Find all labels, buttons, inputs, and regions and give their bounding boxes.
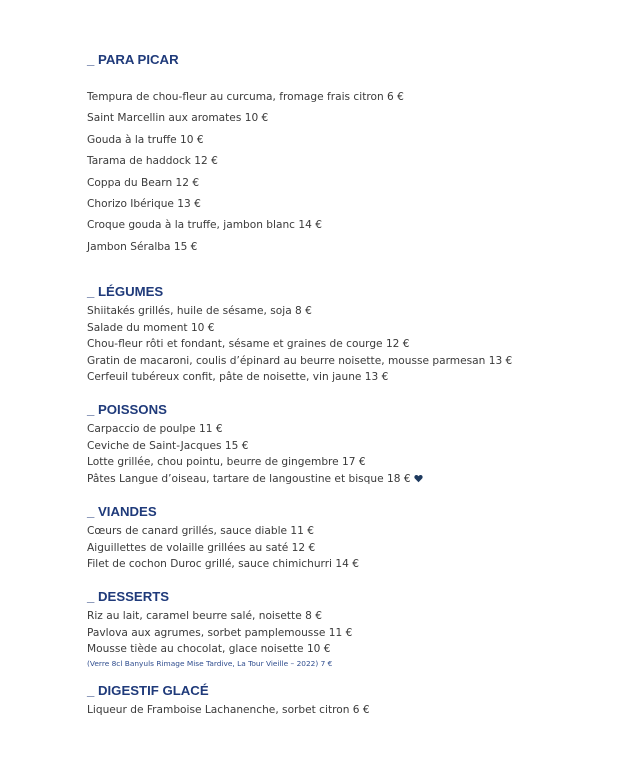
section-digestif-glace bbox=[87, 683, 627, 719]
section-viandes bbox=[87, 504, 627, 573]
menu-item: Cœurs de canard grillés, sauce diable 11 € bbox=[87, 525, 314, 537]
menu-item: Gouda à la truffe 10 € bbox=[87, 133, 204, 146]
menu-item: Tempura de chou-fleur au curcuma, fromage frais citron 6 € bbox=[87, 91, 404, 103]
menu-item: Jambon Séralba 15 € bbox=[87, 240, 198, 253]
menu-item: Carpaccio de poulpe 11 € bbox=[87, 423, 223, 435]
menu-item: Croque gouda à la truffe, jambon blanc 14 € bbox=[87, 219, 322, 232]
menu-item: Coppa du Bearn 12 € bbox=[87, 176, 200, 189]
section-legumes bbox=[87, 284, 627, 386]
menu-item: Shiitakés grillés, huile de sésame, soja 8 € bbox=[87, 305, 312, 317]
section-poissons bbox=[87, 402, 627, 487]
menu-item: Tarama de haddock 12 € bbox=[87, 155, 218, 168]
section-para-picar bbox=[87, 52, 627, 258]
menu-item: Cerfeuil tubéreux confit, pâte de noisette, vin jaune 13 € bbox=[87, 371, 389, 383]
menu-item: Mousse tiède au chocolat, glace noisette 10 € bbox=[87, 643, 331, 655]
section-desserts bbox=[87, 589, 627, 670]
menu-item: Chou-fleur rôti et fondant, sésame et graines de courge 12 € bbox=[87, 338, 410, 350]
section-title: _ POISSONS bbox=[87, 402, 167, 417]
section-title: _ DESSERTS bbox=[87, 589, 170, 604]
menu-item: Lotte grillée, chou pointu, beurre de gingembre 17 € bbox=[87, 456, 366, 468]
section-title: _ PARA PICAR bbox=[87, 52, 179, 67]
menu-item: Saint Marcellin aux aromates 10 € bbox=[87, 112, 269, 125]
section-title: _ VIANDES bbox=[87, 504, 157, 519]
menu-item: Ceviche de Saint-Jacques 15 € bbox=[87, 439, 249, 452]
menu-item: Gratin de macaroni, coulis d’épinard au beurre noisette, mousse parmesan 13 € bbox=[87, 354, 513, 367]
wine-pairing-note: (Verre 8cl Banyuls Rimage Mise Tardive, La Tour Vieille – 2022) 7 € bbox=[87, 658, 333, 668]
menu-item: Liqueur de Framboise Lachanenche, sorbet citron 6 € bbox=[87, 704, 370, 716]
menu-item-text: Pâtes Langue d’oiseau, tartare de langoustine et bisque 18 € bbox=[87, 472, 411, 485]
heart-icon bbox=[414, 472, 423, 481]
menu-item: Chorizo Ibérique 13 € bbox=[87, 198, 201, 211]
menu-item-with-heart bbox=[87, 471, 627, 488]
menu-item: Salade du moment 10 € bbox=[87, 321, 215, 334]
section-title: _ LÉGUMES bbox=[87, 284, 164, 299]
menu-item: Filet de cochon Duroc grillé, sauce chimichurri 14 € bbox=[87, 558, 359, 570]
section-title: _ DIGESTIF GLACÉ bbox=[87, 683, 209, 698]
menu-item: Aiguillettes de volaille grillées au saté 12 € bbox=[87, 541, 316, 554]
menu-item: Pavlova aux agrumes, sorbet pamplemousse 11 € bbox=[87, 626, 353, 639]
menu-item: Riz au lait, caramel beurre salé, noisette 8 € bbox=[87, 610, 322, 622]
